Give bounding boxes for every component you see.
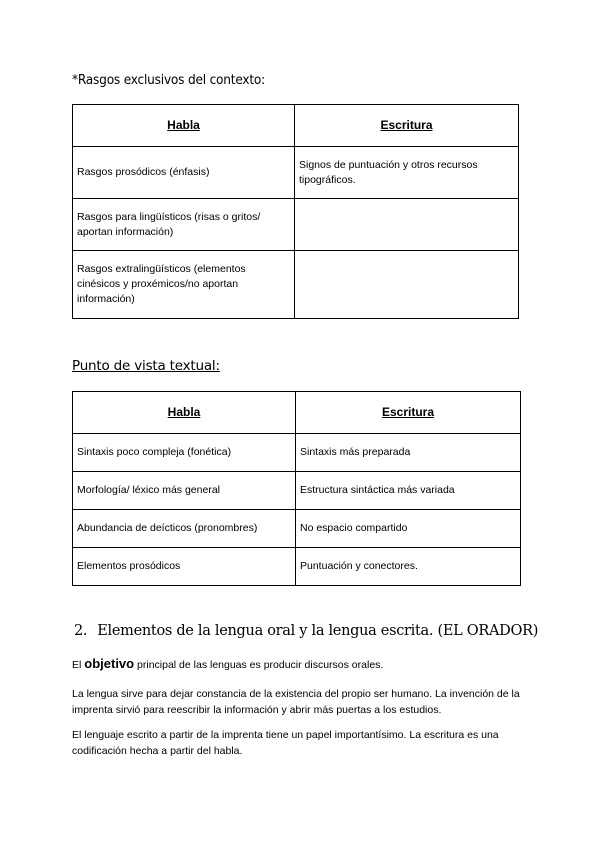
cell-escritura (295, 199, 519, 251)
table-header-row (73, 392, 521, 434)
keyword-objetivo: objetivo (84, 656, 135, 671)
table-row (73, 251, 519, 319)
cell-escritura: Sintaxis más preparada (296, 434, 521, 472)
cell-habla: Sintaxis poco compleja (fonética) (73, 434, 296, 472)
table-row (73, 472, 521, 510)
header-habla: Habla (73, 105, 295, 147)
section-number: 2. (74, 623, 88, 639)
table-row (73, 434, 521, 472)
textual-viewpoint-heading: Punto de vista textual: (72, 358, 220, 374)
cell-escritura: Estructura sintáctica más variada (296, 472, 521, 510)
cell-escritura: Signos de puntuación y otros recursos tipográficos. (295, 147, 519, 199)
textual-viewpoint-table (72, 391, 521, 586)
table-row (73, 199, 519, 251)
paragraph-language-purpose: La lengua sirve para dejar constancia de la existencia del propio ser humano. La invención de la imprenta sirvió para reescribir la información y abrir más puertas a los estudios. (72, 688, 520, 716)
cell-habla: Rasgos para lingüísticos (risas o gritos/ aportan información) (73, 199, 295, 251)
paragraph-written-language: El lenguaje escrito a partir de la imprenta tiene un papel importantísimo. La escritura es una codificación hecha a partir del habla. (72, 729, 499, 757)
cell-escritura (295, 251, 519, 319)
paragraph-objective (72, 656, 532, 673)
context-traits-table (72, 104, 519, 319)
cell-habla: Rasgos prosódicos (énfasis) (73, 147, 295, 199)
cell-habla: Morfología/ léxico más general (73, 472, 296, 510)
section-title-text: Elementos de la lengua oral y la lengua escrita. (EL ORADOR) (97, 623, 539, 639)
cell-habla: Elementos prosódicos (73, 548, 296, 586)
cell-escritura: Puntuación y conectores. (296, 548, 521, 586)
table-row (73, 510, 521, 548)
cell-habla: Abundancia de deícticos (pronombres) (73, 510, 296, 548)
context-traits-heading: *Rasgos exclusivos del contexto: (72, 72, 266, 88)
table-row (73, 548, 521, 586)
header-escritura: Escritura (295, 105, 519, 147)
table-row (73, 147, 519, 199)
cell-habla: Rasgos extralingüísticos (elementos cinésicos y proxémicos/no aportan información) (73, 251, 295, 319)
section-title (74, 623, 538, 639)
paragraph-text: El (72, 659, 82, 671)
header-habla: Habla (73, 392, 296, 434)
cell-escritura: No espacio compartido (296, 510, 521, 548)
header-escritura: Escritura (296, 392, 521, 434)
table-header-row (73, 105, 519, 147)
paragraph-text: principal de las lenguas es producir discursos orales. (137, 659, 384, 671)
